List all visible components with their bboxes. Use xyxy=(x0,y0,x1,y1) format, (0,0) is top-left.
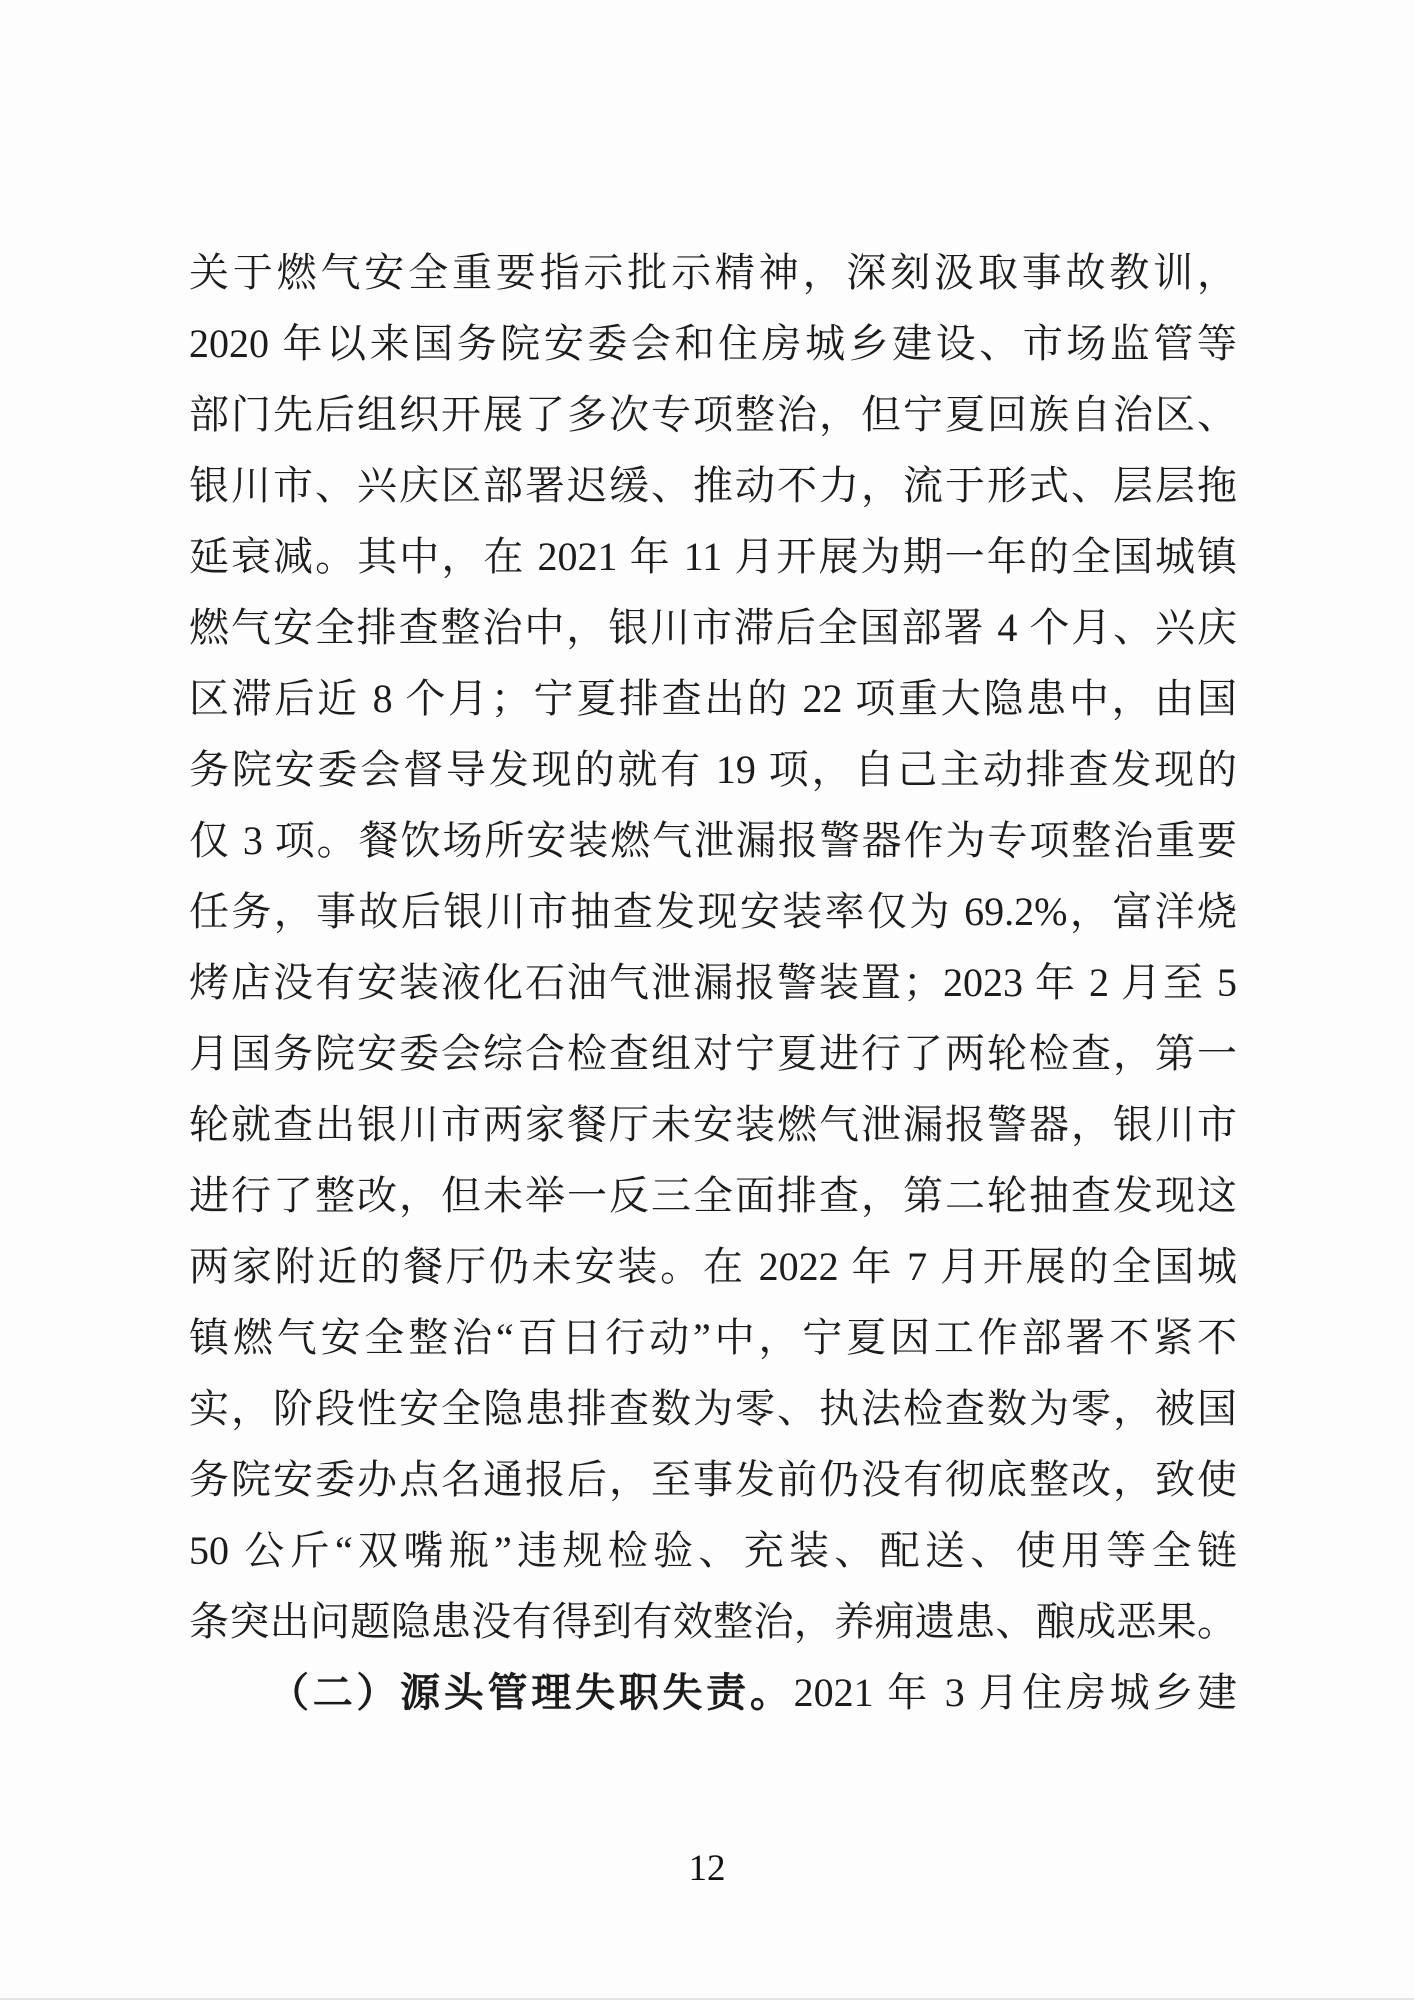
text-line: 部门先后组织开展了多次专项整治，但宁夏回族自治区、 xyxy=(189,392,1237,437)
text-line: 50 公斤“双嘴瓶”违规检验、充装、配送、使用等全链 xyxy=(189,1528,1237,1573)
body-text xyxy=(189,237,1237,1728)
text-line: 两家附近的餐厅仍未安装。在 2022 年 7 月开展的全国城 xyxy=(189,1244,1237,1289)
text-line: 进行了整改，但未举一反三全面排查，第二轮抽查发现这 xyxy=(189,1173,1237,1218)
text-line: 2020 年以来国务院安委会和住房城乡建设、市场监管等 xyxy=(189,321,1237,366)
text-line: 区滞后近 8 个月；宁夏排查出的 22 项重大隐患中，由国 xyxy=(189,676,1237,721)
text-line: 仅 3 项。餐饮场所安装燃气泄漏报警器作为专项整治重要 xyxy=(189,818,1237,863)
text-line: 实，阶段性安全隐患排查数为零、执法检查数为零，被国 xyxy=(189,1386,1237,1431)
text-line: 月国务院安委会综合检查组对宁夏进行了两轮检查，第一 xyxy=(189,1031,1237,1076)
text-line: 任务，事故后银川市抽查发现安装率仅为 69.2%，富洋烧 xyxy=(189,889,1237,934)
text-line: 条突出问题隐患没有得到有效整治，养痈遗患、酿成恶果。 xyxy=(189,1599,1237,1644)
text-line: 燃气安全排查整治中，银川市滞后全国部署 4 个月、兴庆 xyxy=(189,605,1237,650)
text-line: 镇燃气安全整治“百日行动”中，宁夏因工作部署不紧不 xyxy=(189,1315,1237,1360)
text-line: 务院安委办点名通报后，至事发前仍没有彻底整改，致使 xyxy=(189,1457,1237,1502)
page-number: 12 xyxy=(688,1848,726,1889)
text-line: 延衰减。其中，在 2021 年 11 月开展为期一年的全国城镇 xyxy=(189,534,1237,579)
text-line: 务院安委会督导发现的就有 19 项，自己主动排查发现的 xyxy=(189,747,1237,792)
text-line: 关于燃气安全重要指示批示精神，深刻汲取事故教训， xyxy=(189,250,1237,295)
text-line: 烤店没有安装液化石油气泄漏报警装置；2023 年 2 月至 5 xyxy=(189,960,1237,1005)
section-heading-line: （二）源头管理失职失责。2021 年 3 月住房城乡建 xyxy=(269,1670,1238,1715)
text-line: 银川市、兴庆区部署迟缓、推动不力，流于形式、层层拖 xyxy=(189,463,1237,508)
text-line: 轮就查出银川市两家餐厅未安装燃气泄漏报警器，银川市 xyxy=(189,1102,1237,1147)
section-heading-bold: （二）源头管理失职失责。 xyxy=(269,1670,794,1715)
